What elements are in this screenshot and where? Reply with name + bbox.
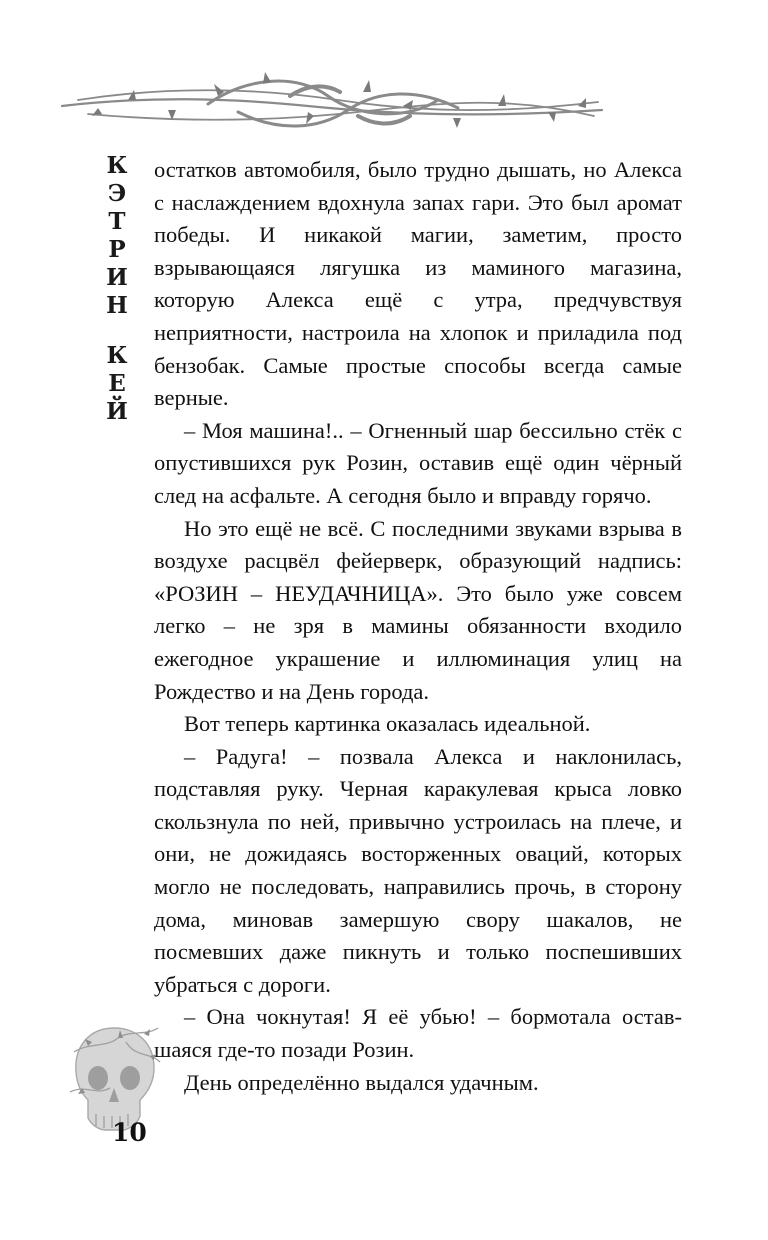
side-author-letter: К: [106, 152, 128, 179]
side-author-name: [100, 152, 134, 426]
paragraph: – Радуга! – позвала Алекса и наклонилась, подставляя руку. Черная каракулевая крыса ловко скользнула по ней, привычно устроилась на плече, и они, не дожидаясь восторженных оваций, которых могло не последовать, направились прочь, в сторону дома, миновав замершую свору шакалов, не посмевших даже пикнуть и только поспешивших убраться с дороги.: [154, 743, 682, 997]
side-author-letter: Т: [108, 208, 126, 235]
side-author-letter: К: [106, 342, 128, 369]
side-author-first-name: [106, 152, 128, 320]
side-author-last-name: [106, 342, 128, 426]
side-author-letter: Э: [107, 180, 127, 207]
paragraph: День определённо выдался удачным.: [184, 1069, 539, 1095]
side-author-letter: Н: [106, 292, 128, 319]
paragraph: Вот теперь картинка оказалась идеальной.: [184, 711, 591, 737]
page-number: 10: [112, 1118, 147, 1147]
side-author-letter: Р: [108, 236, 126, 263]
paragraph: Но это ещё не всё. С последними звуками взрыва в воздухе расцвёл фейерверк, образующий надпись: «РОЗИН – НЕУДАЧНИЦА». Это было уже совсем легко – не зря в мамины обязанности входило ежегодное украшение и иллюминация улиц на Рождество и на День города.: [154, 515, 682, 704]
paragraph: – Моя машина!.. – Огненный шар бессильно стёк с опустившихся рук Розин, оставив ещё один чёрный след на асфальте. А сегодня было и вправду горячо.: [154, 417, 682, 508]
paragraph: – Она чокнутая! Я её убью! – бормотала оставшаяся где-то позади Розин.: [154, 1004, 682, 1063]
side-author-letter: И: [106, 264, 128, 291]
side-author-letter: Й: [106, 398, 128, 425]
body-text: [154, 154, 682, 1099]
thorn-branch-ornament-icon: [58, 66, 606, 146]
paragraph: остатков автомобиля, было трудно дышать, но Алекса с наслаждением вдохнула запах гари. Это был аромат победы. И никакой магии, заметим, просто взрывающаяся лягушка из маминого магазина, которую Алекса ещё с утра, предчувствуя неприятности, настроила на хлопок и приладила под бензобак. Самые простые способы всегда самые верные.: [154, 157, 682, 411]
side-author-letter: Е: [108, 370, 126, 397]
